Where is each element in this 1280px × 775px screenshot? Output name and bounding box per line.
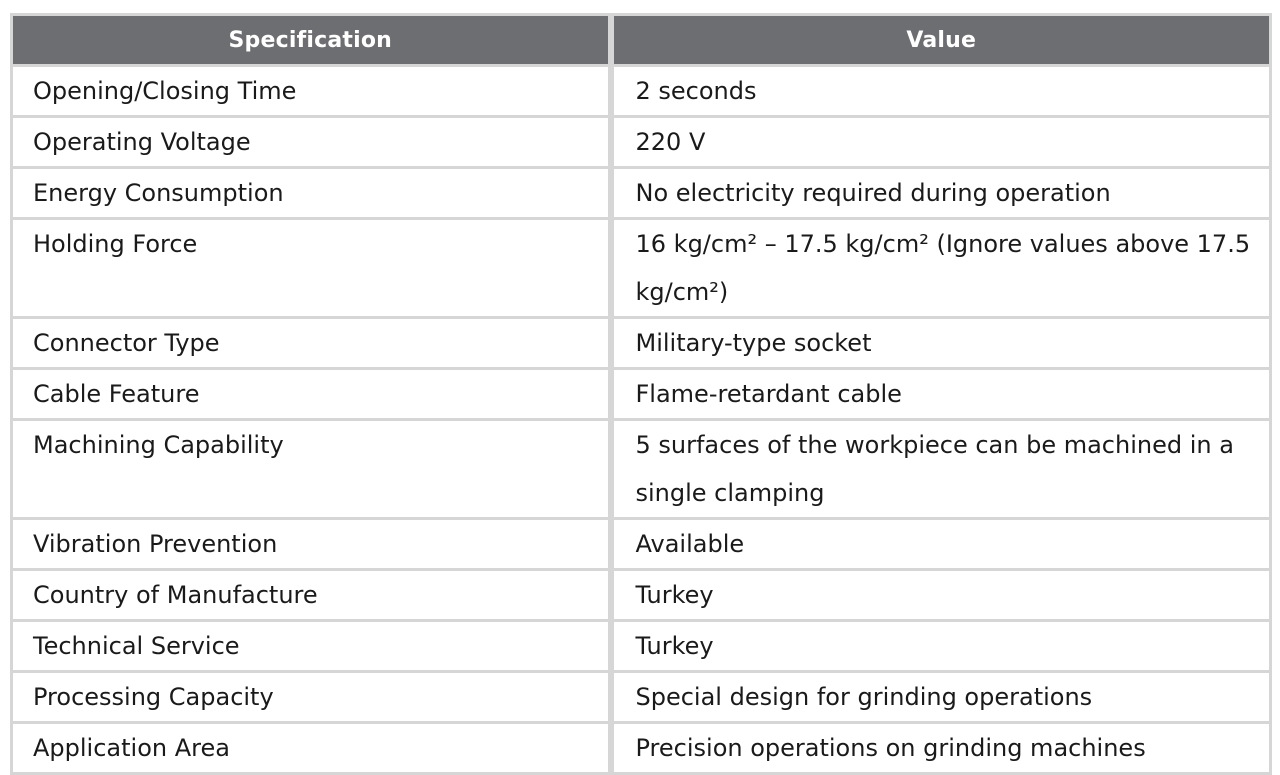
- table-row: [12, 318, 1271, 369]
- header-specification: Specification: [12, 15, 611, 66]
- table-row: [12, 519, 1271, 570]
- value-cell: 5 surfaces of the workpiece can be machined in a single clamping: [611, 420, 1271, 519]
- value-cell: Turkey: [611, 570, 1271, 621]
- spec-cell: Technical Service: [12, 621, 611, 672]
- spec-cell: Connector Type: [12, 318, 611, 369]
- value-cell: 2 seconds: [611, 66, 1271, 117]
- table-row: [12, 420, 1271, 519]
- table-row: [12, 168, 1271, 219]
- table-header: [12, 15, 1271, 66]
- table-row: [12, 621, 1271, 672]
- table-row: [12, 570, 1271, 621]
- table-row: [12, 66, 1271, 117]
- spec-cell: Operating Voltage: [12, 117, 611, 168]
- table-body: [12, 66, 1271, 774]
- header-value: Value: [611, 15, 1271, 66]
- header-row: [12, 15, 1271, 66]
- value-cell: Flame-retardant cable: [611, 369, 1271, 420]
- value-cell: No electricity required during operation: [611, 168, 1271, 219]
- table-row: [12, 117, 1271, 168]
- spec-cell: Cable Feature: [12, 369, 611, 420]
- value-cell: 220 V: [611, 117, 1271, 168]
- value-cell: 16 kg/cm² – 17.5 kg/cm² (Ignore values above 17.5 kg/cm²): [611, 219, 1271, 318]
- spec-cell: Opening/Closing Time: [12, 66, 611, 117]
- value-cell: Precision operations on grinding machines: [611, 723, 1271, 774]
- value-cell: Available: [611, 519, 1271, 570]
- value-cell: Military-type socket: [611, 318, 1271, 369]
- spec-cell: Processing Capacity: [12, 672, 611, 723]
- spec-cell: Vibration Prevention: [12, 519, 611, 570]
- spec-cell: Energy Consumption: [12, 168, 611, 219]
- value-cell: Special design for grinding operations: [611, 672, 1271, 723]
- specification-table: [10, 13, 1272, 775]
- table-row: [12, 672, 1271, 723]
- table-row: [12, 369, 1271, 420]
- spec-cell: Application Area: [12, 723, 611, 774]
- value-cell: Turkey: [611, 621, 1271, 672]
- table-row: [12, 219, 1271, 318]
- spec-cell: Country of Manufacture: [12, 570, 611, 621]
- spec-cell: Holding Force: [12, 219, 611, 318]
- table-row: [12, 723, 1271, 774]
- spec-cell: Machining Capability: [12, 420, 611, 519]
